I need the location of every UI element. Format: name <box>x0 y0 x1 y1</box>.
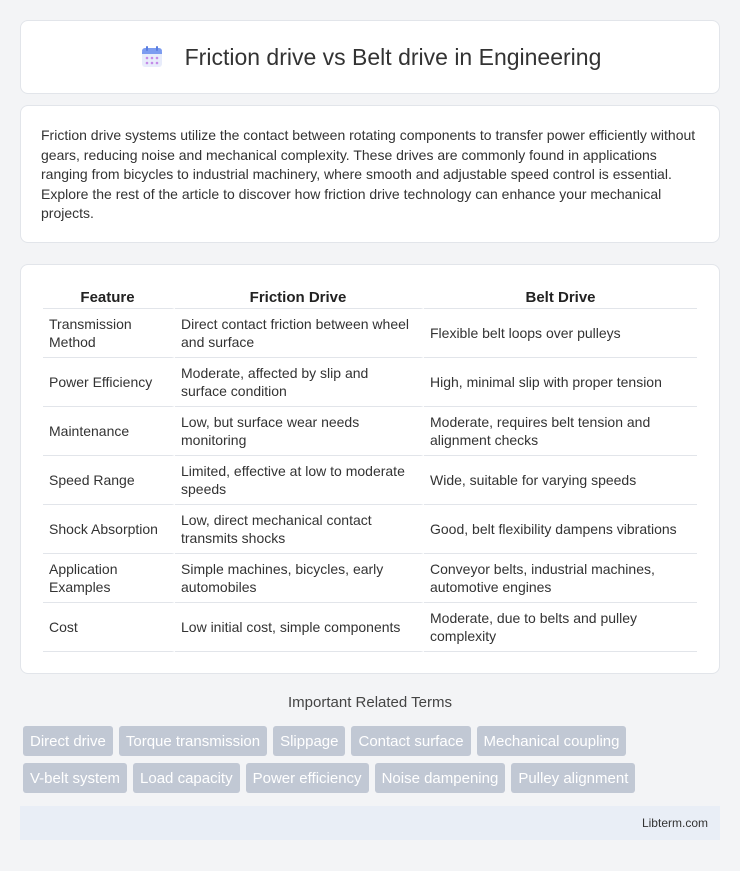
feature-cell: Transmission Method <box>43 309 175 358</box>
belt-cell: Moderate, requires belt tension and alignment checks <box>424 407 697 456</box>
belt-cell: Moderate, due to belts and pulley complexity <box>424 603 697 652</box>
friction-cell: Low, but surface wear needs monitoring <box>175 407 424 456</box>
friction-cell: Low, direct mechanical contact transmits shocks <box>175 505 424 554</box>
table-row <box>43 554 697 603</box>
related-terms <box>23 726 723 800</box>
table-row <box>43 358 697 407</box>
intro-card <box>20 105 720 243</box>
feature-cell: Maintenance <box>43 407 175 456</box>
header-friction-drive: Friction Drive <box>175 287 424 309</box>
related-terms-title: Important Related Terms <box>288 694 452 711</box>
table-row <box>43 407 697 456</box>
tag-power-efficiency[interactable]: Power efficiency <box>246 763 369 793</box>
comparison-table <box>43 287 697 652</box>
tag-contact-surface[interactable]: Contact surface <box>351 726 470 756</box>
tag-slippage[interactable]: Slippage <box>273 726 345 756</box>
belt-cell: Wide, suitable for varying speeds <box>424 456 697 505</box>
feature-cell: Shock Absorption <box>43 505 175 554</box>
friction-cell: Moderate, affected by slip and surface condition <box>175 358 424 407</box>
table-row <box>43 505 697 554</box>
header-belt-drive: Belt Drive <box>424 287 697 309</box>
feature-cell: Application Examples <box>43 554 175 603</box>
title-wrap <box>139 44 602 71</box>
comparison-table-card <box>20 264 720 674</box>
friction-cell: Direct contact friction between wheel and surface <box>175 309 424 358</box>
calendar-icon <box>139 44 165 70</box>
belt-cell: Flexible belt loops over pulleys <box>424 309 697 358</box>
tag-direct-drive[interactable]: Direct drive <box>23 726 113 756</box>
friction-cell: Limited, effective at low to moderate speeds <box>175 456 424 505</box>
feature-cell: Power Efficiency <box>43 358 175 407</box>
friction-cell: Simple machines, bicycles, early automobiles <box>175 554 424 603</box>
tag-row <box>23 726 723 756</box>
feature-cell: Cost <box>43 603 175 652</box>
tag-mechanical-coupling[interactable]: Mechanical coupling <box>477 726 627 756</box>
table-row <box>43 456 697 505</box>
table-row <box>43 309 697 358</box>
page-title: Friction drive vs Belt drive in Engineering <box>184 43 602 70</box>
belt-cell: Conveyor belts, industrial machines, automotive engines <box>424 554 697 603</box>
table-header-row <box>43 287 697 309</box>
tag-load-capacity[interactable]: Load capacity <box>133 763 240 793</box>
footer <box>20 806 720 840</box>
header-feature: Feature <box>43 287 175 309</box>
footer-site-link[interactable]: Libterm.com <box>641 816 708 830</box>
tag-row <box>23 763 723 793</box>
tag-noise-dampening[interactable]: Noise dampening <box>375 763 506 793</box>
table-row <box>43 603 697 652</box>
header-card <box>20 20 720 94</box>
tag-torque-transmission[interactable]: Torque transmission <box>119 726 267 756</box>
tag-v-belt-system[interactable]: V-belt system <box>23 763 127 793</box>
friction-cell: Low initial cost, simple components <box>175 603 424 652</box>
belt-cell: Good, belt flexibility dampens vibrations <box>424 505 697 554</box>
belt-cell: High, minimal slip with proper tension <box>424 358 697 407</box>
tag-pulley-alignment[interactable]: Pulley alignment <box>511 763 635 793</box>
feature-cell: Speed Range <box>43 456 175 505</box>
intro-text: Friction drive systems utilize the contact between rotating components to transfer power efficiently without gears, reducing noise and mechanical complexity. These drives are commonly found in applications ranging from bicycles to industrial machinery, where smooth and adjustable speed control is essential. Explore the rest of the article to discover how friction drive technology can enhance your mechanical projects. <box>41 127 696 222</box>
